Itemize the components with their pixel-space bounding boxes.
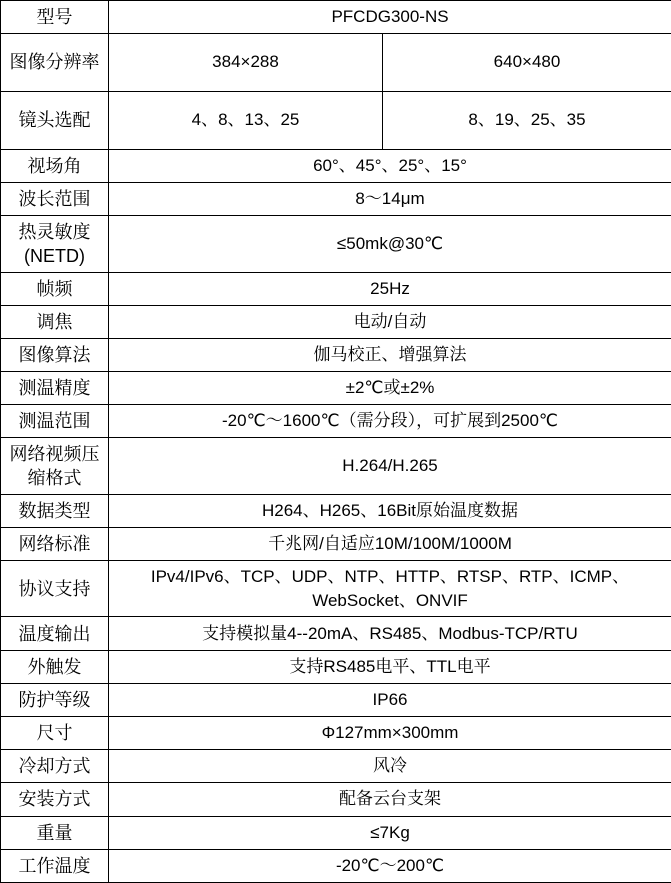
row-label: 图像分辨率 [1, 34, 109, 91]
row-label: 镜头选配 [1, 91, 109, 149]
row-label: 重量 [1, 816, 109, 849]
table-row [1, 438, 671, 494]
table-row [1, 617, 671, 650]
table-row [1, 849, 671, 882]
row-label: 图像算法 [1, 338, 109, 371]
row-value: ±2℃或±2% [109, 372, 671, 405]
row-label: 安装方式 [1, 783, 109, 816]
table-row [1, 816, 671, 849]
row-value: 8～14μm [109, 183, 671, 216]
row-value: ≤50mk@30℃ [109, 216, 671, 272]
table-row [1, 1, 671, 34]
table-row [1, 34, 671, 91]
row-value-left: 384×288 [109, 34, 383, 91]
row-value: 25Hz [109, 272, 671, 305]
row-label: 帧频 [1, 272, 109, 305]
row-label: 波长范围 [1, 183, 109, 216]
row-label: 视场角 [1, 149, 109, 182]
row-label: 尺寸 [1, 717, 109, 750]
row-value: 支持RS485电平、TTL电平 [109, 650, 671, 683]
row-label: 测温范围 [1, 405, 109, 438]
row-value: 伽马校正、增强算法 [109, 338, 671, 371]
row-label: 外触发 [1, 650, 109, 683]
table-row [1, 272, 671, 305]
row-value: 千兆网/自适应10M/100M/1000M [109, 527, 671, 560]
row-label: 数据类型 [1, 494, 109, 527]
row-label: 工作温度 [1, 849, 109, 882]
table-row [1, 149, 671, 182]
row-value: PFCDG300-NS [109, 1, 671, 34]
table-row [1, 91, 671, 149]
row-value: 支持模拟量4--20mA、RS485、Modbus-TCP/RTU [109, 617, 671, 650]
row-value: H264、H265、16Bit原始温度数据 [109, 494, 671, 527]
table-row [1, 372, 671, 405]
table-row [1, 183, 671, 216]
row-label: 防护等级 [1, 683, 109, 716]
table-row [1, 494, 671, 527]
row-value: IP66 [109, 683, 671, 716]
row-label: 网络标准 [1, 527, 109, 560]
table-row [1, 527, 671, 560]
row-value-left: 4、8、13、25 [109, 91, 383, 149]
table-row [1, 783, 671, 816]
row-label: 协议支持 [1, 561, 109, 617]
table-row [1, 405, 671, 438]
row-value: ≤7Kg [109, 816, 671, 849]
row-value: -20℃～1600℃（需分段），可扩展到2500℃ [109, 405, 671, 438]
table-row [1, 561, 671, 617]
table-row [1, 650, 671, 683]
row-label: 网络视频压缩格式 [1, 438, 109, 494]
table-row [1, 338, 671, 371]
table-row [1, 717, 671, 750]
table-row [1, 683, 671, 716]
row-value: 风冷 [109, 750, 671, 783]
row-value-right: 640×480 [383, 34, 671, 91]
row-value: Φ127mm×300mm [109, 717, 671, 750]
row-label: 调焦 [1, 305, 109, 338]
row-value-right: 8、19、25、35 [383, 91, 671, 149]
row-label: 型号 [1, 1, 109, 34]
table-row [1, 305, 671, 338]
row-value: 配备云台支架 [109, 783, 671, 816]
row-value: 60°、45°、25°、15° [109, 149, 671, 182]
table-row [1, 216, 671, 272]
row-label: 热灵敏度(NETD) [1, 216, 109, 272]
row-value: 电动/自动 [109, 305, 671, 338]
row-value: H.264/H.265 [109, 438, 671, 494]
row-value: IPv4/IPv6、TCP、UDP、NTP、HTTP、RTSP、RTP、ICMP、WebSocket、ONVIF [109, 561, 671, 617]
row-label: 温度输出 [1, 617, 109, 650]
row-label: 测温精度 [1, 372, 109, 405]
row-value: -20℃～200℃ [109, 849, 671, 882]
row-label: 冷却方式 [1, 750, 109, 783]
table-row [1, 750, 671, 783]
